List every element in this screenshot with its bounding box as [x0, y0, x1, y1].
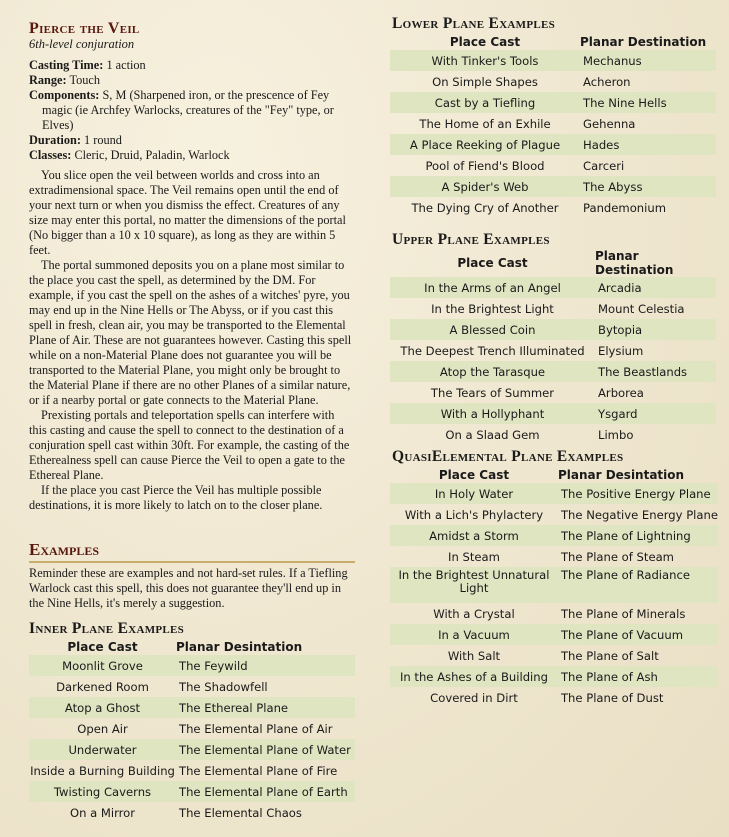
destination-cell: The Elemental Plane of Water [176, 739, 355, 760]
casting-time: Casting Time: 1 action [29, 58, 146, 72]
description-paragraph: You slice open the veil between worlds and cross into an extradimensional space. The Veil remains open until the end of your next turn or when you dismiss the effect. Creatures of any size may enter this portal, no matter the dimensions of the portal (No bigger than a 10 x 10 square), as long as they are within 5 feet. [29, 168, 346, 257]
destination-cell: The Plane of Dust [560, 690, 664, 705]
place-cast-cell: Inside a Burning Building [30, 763, 175, 778]
place-cast-cell: With a Lich's Phylactery [404, 507, 544, 522]
table-row [390, 382, 716, 403]
table-row [390, 504, 718, 525]
destination-cell: Pandemonium [583, 200, 667, 215]
destination-cell: The Elemental Plane of Fire [179, 763, 338, 778]
destination-cell: The Plane of Steam [560, 549, 674, 564]
table-row [390, 403, 716, 424]
table-row [390, 319, 716, 340]
place-cast-cell: With a Hollyphant [390, 403, 595, 424]
table-row [390, 155, 716, 176]
column-header: Place Cast [438, 467, 510, 482]
destination-cell: The Elemental Chaos [179, 805, 302, 820]
quasi-plane-heading: QuasiElemental Plane Examples [392, 448, 624, 465]
destination-cell: Bytopia [595, 319, 716, 340]
lower-plane-heading: Lower Plane Examples [392, 15, 556, 32]
destination-cell: The Feywild [176, 655, 355, 676]
table-row [390, 687, 718, 708]
destination-cell: The Plane of Salt [560, 648, 659, 663]
table-row [29, 802, 355, 823]
place-cast-cell: Amidst a Storm [390, 525, 558, 546]
destination-cell: Limbo [598, 427, 634, 442]
table-row [29, 655, 355, 676]
table-header-row [390, 33, 716, 50]
place-cast-cell: The Deepest Trench Illuminated [400, 343, 585, 358]
place-cast-cell: In Holy Water [390, 483, 558, 504]
destination-cell: The Plane of Vacuum [558, 624, 718, 645]
destination-cell: The Plane of Ash [558, 666, 718, 687]
place-cast-cell: A Blessed Coin [390, 319, 595, 340]
table-row [390, 176, 716, 197]
components: Components: S, M (Sharpened iron, or the prescence of Fey magic (ie Archfey Warlocks, creatures of the "Fey" type, or Elves) [29, 88, 334, 132]
table-header-row [390, 466, 718, 483]
table-row [390, 546, 718, 567]
spell-name: Pierce the Veil [29, 20, 140, 37]
place-cast-cell: Covered in Dirt [430, 690, 518, 705]
place-cast-cell: Twisting Caverns [29, 781, 176, 802]
destination-cell: The Abyss [580, 176, 716, 197]
table-row [390, 134, 716, 155]
place-cast-cell: In the Arms of an Angel [390, 277, 595, 298]
place-cast-cell: The Dying Cry of Another [411, 200, 559, 215]
place-cast-cell: With a Crystal [433, 606, 515, 621]
place-cast-cell: In Steam [448, 549, 500, 564]
place-cast-cell: On a Mirror [69, 805, 136, 820]
inner-plane-table [29, 638, 355, 823]
destination-cell: The Elemental Plane of Earth [176, 781, 355, 802]
quasi-plane-table [390, 466, 718, 708]
destination-cell: Carceri [583, 158, 625, 173]
range: Range: Touch [29, 73, 100, 87]
destination-cell: Gehenna [583, 116, 636, 131]
place-cast-cell: A Place Reeking of Plague [390, 134, 580, 155]
examples-heading: Examples [29, 540, 355, 563]
destination-cell: Arcadia [595, 277, 716, 298]
examples-reminder: Reminder these are examples and not hard-set rules. If a Tiefling Warlock cast this spell, this does not guarantee they'll end up in the Nine Hells, it's merely a suggestion. [29, 566, 348, 610]
column-header: Planar Destination [595, 249, 674, 277]
table-row [390, 197, 716, 218]
destination-cell: Mount Celestia [598, 301, 685, 316]
place-cast-cell: In a Vacuum [390, 624, 558, 645]
description-paragraph: The portal summoned deposits you on a plane most similar to the place you cast the spell, as determined by the DM. For example, if you cast the spell on the ashes of a witches' pyre, you may end up in the Nine Hells or The Abyss, or if you cast this spell in fresh, clean air, you may be transported to the Elemental Plane of Air. These are not guarantees however. Casting this spell while on a non-Material Plane does not guarantee you will be transported to the Material Plane, you might only be brought to the Material Plane if there are no other Planes of a similar nature, or if a nearby portal or gate connects to the Material Plane. [29, 258, 352, 407]
destination-cell: Ysgard [595, 403, 716, 424]
table-row [390, 624, 718, 645]
column-header: Place Cast [457, 256, 528, 270]
destination-cell: Mechanus [580, 50, 716, 71]
destination-cell: Elysium [598, 343, 644, 358]
inner-plane-heading: Inner Plane Examples [29, 620, 185, 637]
place-cast-cell: Cast by a Tiefling [390, 92, 580, 113]
upper-plane-heading: Upper Plane Examples [392, 231, 550, 248]
duration: Duration: 1 round [29, 133, 122, 147]
spell-level: 6th-level conjuration [29, 37, 135, 51]
place-cast-cell: In the Ashes of a Building [390, 666, 558, 687]
place-cast-cell: The Tears of Summer [430, 385, 555, 400]
description-paragraph: If the place you cast Pierce the Veil has multiple possible destinations, it is more likely to latch on to the closer plane. [29, 483, 323, 512]
place-cast-cell: In the Brightest Unnatural Light [390, 567, 558, 603]
table-row [29, 718, 355, 739]
place-cast-cell: On Simple Shapes [432, 74, 538, 89]
table-row [390, 603, 718, 624]
table-row [390, 361, 716, 382]
column-header: Place Cast [67, 639, 138, 654]
place-cast-cell: With Tinker's Tools [390, 50, 580, 71]
table-row [29, 697, 355, 718]
place-cast-cell: Underwater [29, 739, 176, 760]
table-row [390, 113, 716, 134]
destination-cell: Acheron [583, 74, 631, 89]
destination-cell: The Nine Hells [580, 92, 716, 113]
table-header-row [29, 638, 355, 655]
table-row [390, 666, 718, 687]
table-row [390, 525, 718, 546]
table-row [29, 739, 355, 760]
place-cast-cell: Darkened Room [56, 679, 149, 694]
destination-cell: The Ethereal Plane [176, 697, 355, 718]
place-cast-cell: On a Slaad Gem [445, 427, 540, 442]
table-row [390, 645, 718, 666]
place-cast-cell: The Home of an Exhile [419, 116, 551, 131]
place-cast-cell: With Salt [447, 648, 501, 663]
table-row [29, 781, 355, 802]
place-cast-cell: Pool of Fiend's Blood [425, 158, 545, 173]
table-row [390, 567, 718, 603]
place-cast-cell: In the Brightest Light [431, 301, 554, 316]
destination-cell: Arborea [598, 385, 644, 400]
spell-stats [29, 58, 355, 163]
column-header: Place Cast [449, 34, 521, 49]
table-row [390, 340, 716, 361]
classes: Classes: Cleric, Druid, Paladin, Warlock [29, 148, 230, 162]
place-cast-cell: Atop a Ghost [29, 697, 176, 718]
table-row [390, 424, 716, 445]
destination-cell: Hades [580, 134, 716, 155]
destination-cell: The Shadowfell [179, 679, 268, 694]
table-header-row [390, 249, 716, 277]
destination-cell: The Beastlands [595, 361, 716, 382]
column-header: Planar Desintation [557, 467, 685, 482]
column-header: Planar Desintation [176, 639, 303, 654]
destination-cell: The Negative Energy Plane [560, 507, 718, 522]
place-cast-cell: Atop the Tarasque [390, 361, 595, 382]
destination-cell: The Plane of Lightning [558, 525, 718, 546]
place-cast-cell: A Spider's Web [390, 176, 580, 197]
table-row [29, 676, 355, 697]
table-row [390, 92, 716, 113]
table-row [390, 71, 716, 92]
destination-cell: The Positive Energy Plane [558, 483, 718, 504]
table-row [390, 50, 716, 71]
column-header: Planar Destination [580, 34, 707, 49]
destination-cell: The Plane of Minerals [560, 606, 686, 621]
description-paragraph: Prexisting portals and teleportation spells can interfere with this casting and cause the spell to connect to the destination of a conjuration spell cast within 30ft. For example, the casting of the Etherealness spell can cause Pierce the Veil to open a gate to the Ethereal Plane. [29, 408, 350, 482]
lower-plane-table [390, 33, 716, 218]
place-cast-cell: Open Air [77, 721, 128, 736]
table-row [390, 483, 718, 504]
table-row [390, 277, 716, 298]
table-row [29, 760, 355, 781]
table-row [390, 298, 716, 319]
place-cast-cell: Moonlit Grove [29, 655, 176, 676]
destination-cell: The Elemental Plane of Air [179, 721, 333, 736]
destination-cell: The Plane of Radiance [558, 567, 718, 603]
upper-plane-table [390, 249, 716, 445]
spell-description [29, 168, 355, 513]
